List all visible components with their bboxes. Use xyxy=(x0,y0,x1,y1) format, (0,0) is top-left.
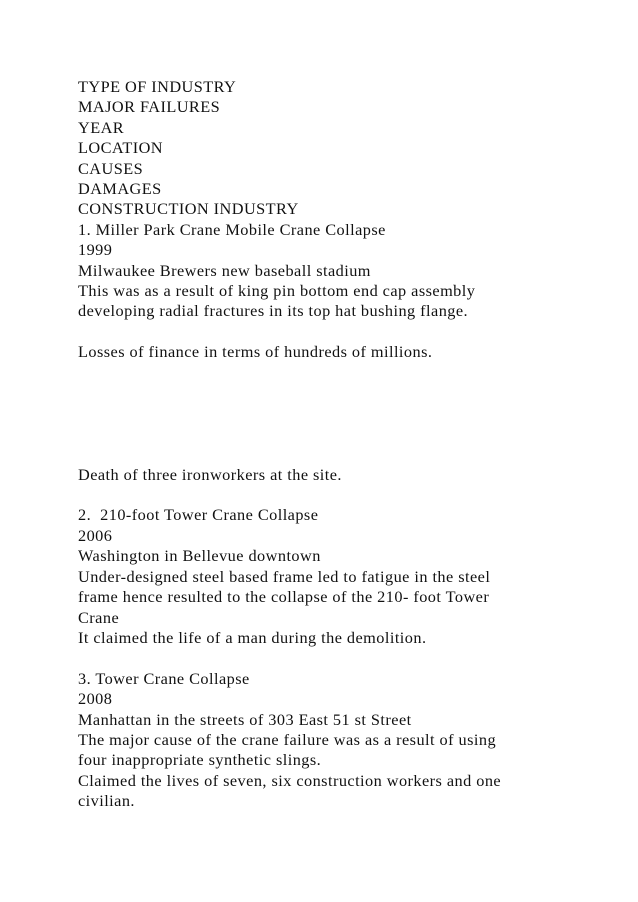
failure-1-cause-line: This was as a result of king pin bottom end cap assembly xyxy=(78,281,476,301)
failure-3-cause-line: The major cause of the crane failure was as a result of using xyxy=(78,729,497,749)
failure-3-damage-line: Claimed the lives of seven, six construction workers and one xyxy=(78,770,502,790)
failure-2-cause-line: frame hence resulted to the collapse of the 210- foot Tower xyxy=(78,587,490,607)
failure-2-damage-line: It claimed the life of a man during the demolition. xyxy=(78,627,427,647)
paragraph-gap xyxy=(78,322,598,342)
failure-3-location: Manhattan in the streets of 303 East 51 st Street xyxy=(78,709,412,729)
header-causes: CAUSES xyxy=(78,158,144,178)
header-type-of-industry: TYPE OF INDUSTRY xyxy=(78,77,237,96)
header-location: LOCATION xyxy=(78,138,163,158)
header-major-failures: MAJOR FAILURES xyxy=(78,97,221,117)
failure-2-year: 2006 xyxy=(78,525,113,545)
failure-1-location: Milwaukee Brewers new baseball stadium xyxy=(78,260,371,280)
industry-name: CONSTRUCTION INDUSTRY xyxy=(78,199,299,219)
failure-3-cause-line: four inappropriate synthetic slings. xyxy=(78,750,322,770)
paragraph-gap xyxy=(78,363,598,465)
paragraph-gap xyxy=(78,485,598,505)
header-year: YEAR xyxy=(78,117,125,137)
failure-1-year: 1999 xyxy=(78,240,113,260)
failure-1-title: 1. Miller Park Crane Mobile Crane Collapse xyxy=(78,219,386,239)
failure-2-title: 2. 210-foot Tower Crane Collapse xyxy=(78,505,319,525)
failure-1-damage-line: Death of three ironworkers at the site. xyxy=(78,464,342,484)
failure-2-cause-line: Crane xyxy=(78,607,120,627)
failure-3-damage-line: civilian. xyxy=(78,791,135,811)
failure-3-title: 3. Tower Crane Collapse xyxy=(78,668,250,688)
paragraph-gap xyxy=(78,648,598,668)
header-damages: DAMAGES xyxy=(78,179,162,199)
failure-2-cause-line: Under-designed steel based frame led to fatigue in the steel xyxy=(78,566,491,586)
failure-3-year: 2008 xyxy=(78,689,113,709)
failure-2-location: Washington in Bellevue downtown xyxy=(78,546,321,566)
failure-1-cause-line: developing radial fractures in its top hat bushing flange. xyxy=(78,301,469,321)
failure-1-damage-line: Losses of finance in terms of hundreds of millions. xyxy=(78,342,433,362)
